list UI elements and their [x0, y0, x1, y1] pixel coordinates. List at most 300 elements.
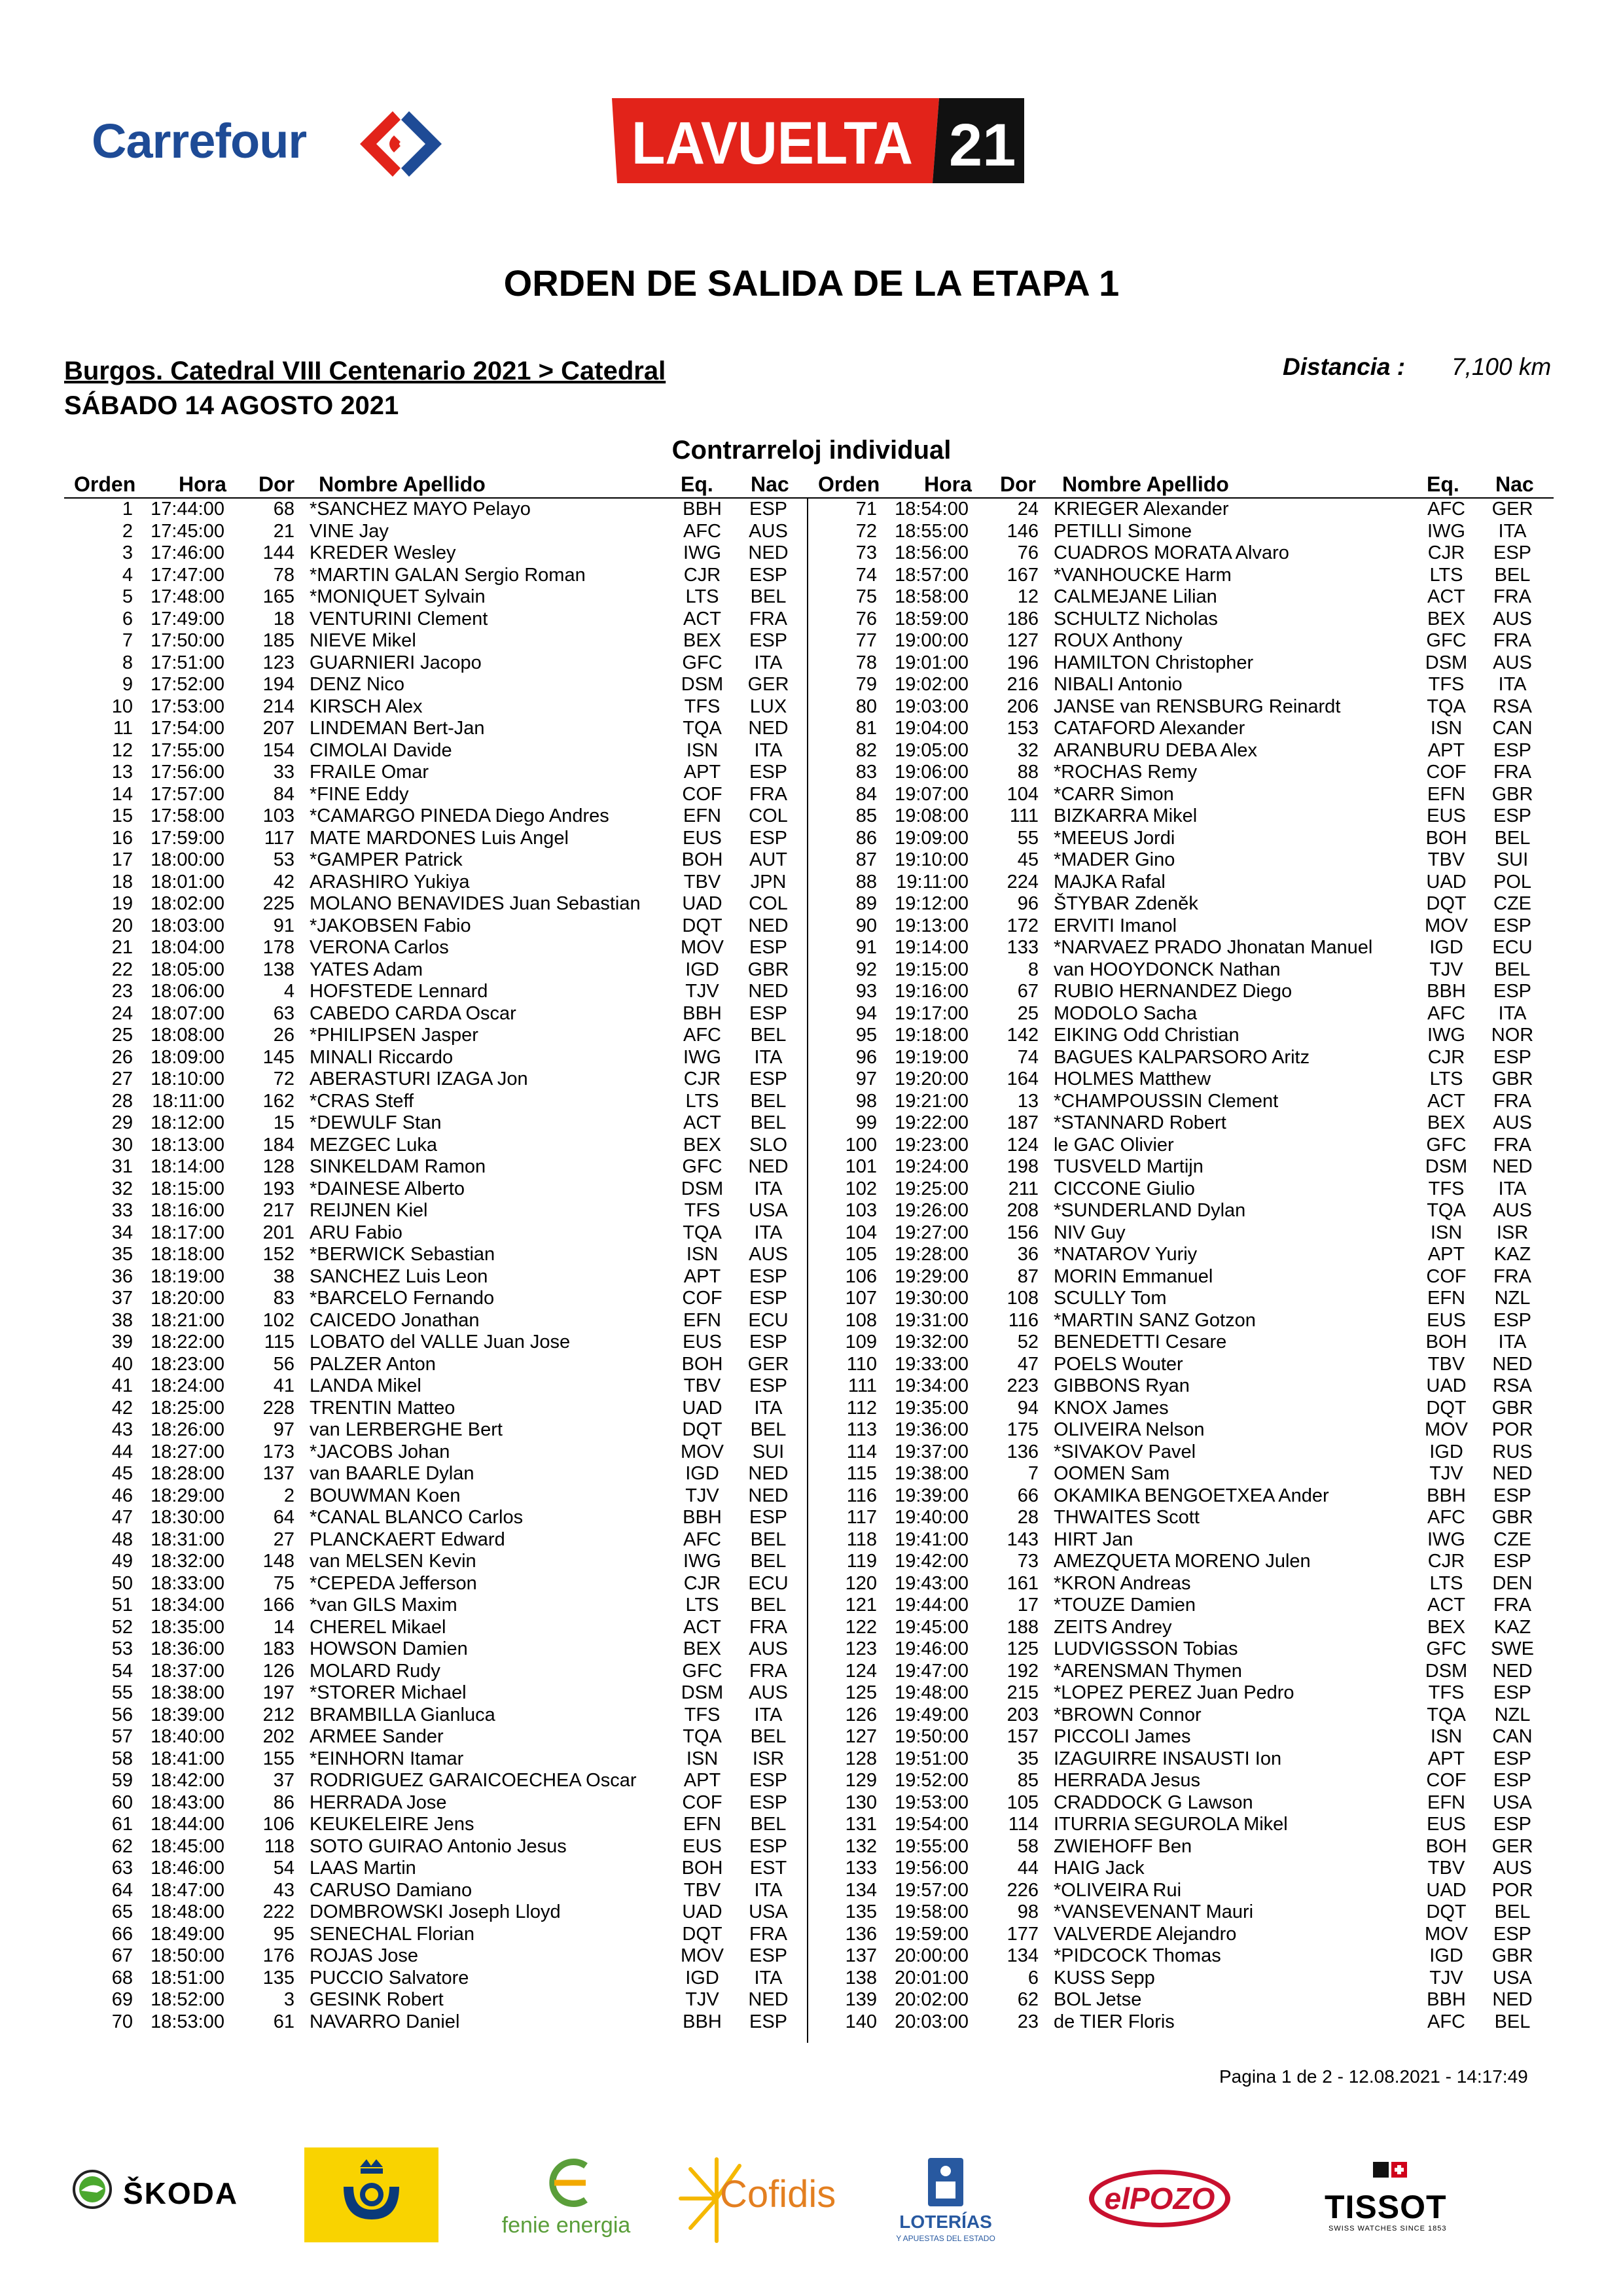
rider-team: APT [683, 762, 721, 783]
rider-nation: ESP [1493, 1309, 1532, 1331]
rider-start-time: 20:03:00 [895, 2011, 969, 2032]
rider-team: BOH [1425, 1332, 1467, 1352]
rider-start-time: 18:40:00 [151, 1726, 224, 1747]
rider-bib: 96 [1017, 893, 1039, 914]
rider-start-time: 19:42:00 [895, 1551, 969, 1572]
rider-bib: 185 [262, 630, 294, 651]
rider-start-time: 19:26:00 [895, 1200, 969, 1221]
rider-orden: 57 [111, 1726, 133, 1747]
rider-name: *CARR Simon [1054, 783, 1174, 805]
rider-start-time: 18:16:00 [151, 1200, 224, 1221]
rider-start-time: 18:44:00 [151, 1814, 224, 1835]
rider-nation: ITA [1498, 1332, 1527, 1352]
rider-nation: ITA [1498, 520, 1527, 542]
rider-team: APT [1427, 1748, 1465, 1769]
rider-team: DSM [1425, 652, 1468, 673]
rider-bib: 2 [283, 1485, 294, 1506]
rider-name: BAGUES KALPARSORO Aritz [1054, 1046, 1310, 1068]
rider-nation: ESP [1493, 1485, 1532, 1506]
rider-start-time: 18:23:00 [151, 1353, 224, 1375]
stage-date: SÁBADO 14 AGOSTO 2021 [64, 391, 399, 420]
rider-nation: NED [1492, 1463, 1533, 1484]
rider-orden: 38 [111, 1309, 133, 1331]
rider-bib: 196 [1007, 652, 1039, 673]
rider-orden: 44 [111, 1441, 133, 1462]
col-header-nac: Nac [1495, 472, 1534, 496]
rider-team: MOV [680, 937, 724, 958]
rider-bib: 27 [273, 1528, 294, 1550]
rider-name: GESINK Robert [310, 1989, 444, 2010]
rider-bib: 84 [273, 783, 294, 805]
rider-name: *MARTIN GALAN Sergio Roman [310, 564, 586, 586]
rider-orden: 73 [855, 542, 877, 563]
rider-start-time: 17:54:00 [151, 718, 224, 739]
rider-orden: 36 [111, 1265, 133, 1287]
tissot-logo [1315, 2159, 1466, 2244]
rider-team: BOH [1425, 1835, 1467, 1857]
rider-orden: 9 [122, 674, 133, 695]
rider-name: ŠTYBAR Zdeněk [1054, 893, 1198, 914]
rider-orden: 34 [111, 1222, 133, 1243]
col-header-orden: Orden [818, 472, 880, 496]
rider-team: MOV [680, 1441, 724, 1462]
rider-nation: ESP [749, 1265, 788, 1287]
rider-name: MATE MARDONES Luis Angel [310, 827, 569, 849]
rider-name: DOMBROWSKI Joseph Lloyd [310, 1901, 561, 1922]
rider-start-time: 17:50:00 [151, 630, 224, 651]
rider-nation: AUS [1493, 608, 1532, 629]
rider-start-time: 18:52:00 [151, 1989, 224, 2010]
rider-bib: 183 [262, 1638, 294, 1659]
rider-nation: FRA [749, 1616, 787, 1638]
rider-start-time: 19:53:00 [895, 1792, 969, 1813]
rider-name: VALVERDE Alejandro [1054, 1923, 1237, 1945]
rider-bib: 6 [1027, 1967, 1039, 1988]
rider-bib: 37 [273, 1770, 294, 1791]
rider-team: DQT [1426, 1397, 1467, 1419]
rider-orden: 23 [111, 981, 133, 1002]
rider-name: *CEPEDA Jefferson [310, 1572, 477, 1594]
rider-name: *CHAMPOUSSIN Clement [1054, 1090, 1279, 1112]
rider-start-time: 19:18:00 [895, 1025, 969, 1046]
rider-name: *ARENSMAN Thymen [1054, 1660, 1242, 1682]
rider-name: GIBBONS Ryan [1054, 1375, 1190, 1396]
rider-orden: 33 [111, 1200, 133, 1221]
rider-start-time: 18:56:00 [895, 542, 969, 563]
rider-orden: 125 [845, 1682, 877, 1703]
rider-bib: 74 [1017, 1046, 1039, 1068]
rider-name: ARU Fabio [310, 1222, 402, 1243]
rider-name: CHEREL Mikael [310, 1616, 446, 1638]
rider-team: TBV [1427, 1858, 1465, 1879]
rider-bib: 104 [1007, 783, 1039, 805]
rider-start-time: 19:14:00 [895, 937, 969, 958]
rider-name: MINALI Riccardo [310, 1046, 454, 1068]
rider-nation: FRA [749, 1660, 787, 1682]
rider-start-time: 18:17:00 [151, 1222, 224, 1243]
rider-bib: 58 [1017, 1835, 1039, 1857]
rider-nation: ITA [1498, 1002, 1527, 1024]
rider-bib: 172 [1007, 915, 1039, 936]
rider-nation: SUI [1496, 849, 1529, 870]
rider-name: HIRT Jan [1054, 1528, 1133, 1550]
rider-team: TBV [683, 871, 721, 892]
rider-bib: 178 [262, 937, 294, 958]
rider-start-time: 17:44:00 [151, 499, 224, 520]
rider-bib: 32 [1017, 739, 1039, 761]
rider-nation: FRA [1493, 586, 1531, 607]
rider-team: EFN [1427, 1792, 1465, 1813]
col-header-nac: Nac [751, 472, 789, 496]
rider-bib: 188 [1007, 1616, 1039, 1638]
rider-start-time: 19:49:00 [895, 1704, 969, 1725]
rider-bib: 24 [1017, 499, 1039, 520]
rider-name: SINKELDAM Ramon [310, 1156, 486, 1177]
rider-team: BOH [1425, 827, 1467, 849]
rider-nation: ESP [1493, 1682, 1532, 1703]
rider-name: REIJNEN Kiel [310, 1200, 428, 1221]
rider-nation: ITA [1498, 1178, 1527, 1199]
rider-orden: 92 [855, 959, 877, 980]
rider-bib: 44 [1017, 1858, 1039, 1879]
rider-bib: 108 [1007, 1288, 1039, 1309]
rider-team: TBV [683, 1375, 721, 1396]
rider-name: le GAC Olivier [1054, 1134, 1174, 1156]
rider-start-time: 18:33:00 [151, 1572, 224, 1594]
rider-start-time: 19:32:00 [895, 1332, 969, 1352]
rider-name: BENEDETTI Cesare [1054, 1332, 1227, 1352]
rider-start-time: 19:09:00 [895, 827, 969, 849]
rider-nation: AUS [749, 1682, 788, 1703]
correos-horn-icon [304, 2147, 438, 2242]
rider-orden: 29 [111, 1112, 133, 1133]
rider-team: ISN [686, 1748, 719, 1769]
rider-nation: GER [747, 1353, 789, 1375]
rider-orden: 114 [846, 1441, 877, 1462]
rider-bib: 94 [1017, 1397, 1039, 1419]
rider-name: MODOLO Sacha [1054, 1002, 1198, 1024]
rider-start-time: 18:41:00 [151, 1748, 224, 1769]
rider-team: IGD [685, 1967, 719, 1988]
rider-team: BBH [1427, 981, 1466, 1002]
rider-orden: 51 [111, 1595, 133, 1616]
rider-nation: POR [1491, 1879, 1533, 1901]
rider-name: PETILLI Simone [1054, 520, 1192, 542]
rider-orden: 10 [111, 696, 133, 717]
rider-start-time: 18:51:00 [151, 1967, 224, 1988]
rider-bib: 18 [273, 608, 294, 629]
rider-nation: ECU [748, 1572, 789, 1594]
rider-orden: 110 [846, 1353, 877, 1375]
rider-team: AFC [683, 1528, 721, 1550]
rider-team: TJV [1429, 959, 1463, 980]
rider-team: DSM [681, 674, 724, 695]
rider-start-time: 18:27:00 [151, 1441, 224, 1462]
rider-team: MOV [1424, 915, 1469, 936]
rider-team: GFC [1426, 1638, 1467, 1659]
rider-name: VERONA Carlos [310, 937, 449, 958]
rider-team: BEX [683, 1638, 722, 1659]
rider-start-time: 19:40:00 [895, 1507, 969, 1528]
rider-bib: 228 [262, 1397, 294, 1419]
rider-orden: 129 [845, 1770, 877, 1791]
rider-start-time: 18:14:00 [151, 1156, 224, 1177]
rider-bib: 138 [262, 959, 294, 980]
rider-nation: BEL [750, 1528, 787, 1550]
rider-nation: FRA [1493, 630, 1531, 651]
rider-orden: 13 [111, 762, 133, 783]
rider-nation: ESP [1493, 1770, 1532, 1791]
rider-bib: 216 [1007, 674, 1039, 695]
rider-nation: EST [749, 1858, 787, 1879]
rider-name: PUCCIO Salvatore [310, 1967, 469, 1988]
rider-team: ACT [683, 1616, 721, 1638]
rider-start-time: 19:12:00 [895, 893, 969, 914]
rider-orden: 139 [845, 1989, 877, 2010]
rider-name: VENTURINI Clement [310, 608, 488, 629]
rider-bib: 12 [1017, 586, 1039, 607]
rider-orden: 86 [855, 827, 877, 849]
col-header-orden: Orden [74, 472, 136, 496]
rider-bib: 123 [262, 652, 294, 673]
rider-name: ITURRIA SEGUROLA Mikel [1054, 1814, 1288, 1835]
rider-bib: 173 [262, 1441, 294, 1462]
rider-nation: AUT [749, 849, 787, 870]
rider-bib: 152 [262, 1244, 294, 1265]
rider-name: *van GILS Maxim [310, 1595, 457, 1616]
rider-nation: BEL [750, 1419, 787, 1440]
rider-nation: NED [1492, 1989, 1533, 2010]
rider-name: CALMEJANE Lilian [1054, 586, 1217, 607]
rider-name: van BAARLE Dylan [310, 1463, 474, 1484]
rider-team: CJR [1427, 1046, 1465, 1068]
rider-orden: 59 [111, 1770, 133, 1791]
rider-start-time: 18:09:00 [151, 1046, 224, 1068]
rider-name: ARANBURU DEBA Alex [1054, 739, 1258, 761]
rider-orden: 4 [122, 564, 133, 586]
rider-nation: NED [748, 1156, 789, 1177]
rider-bib: 33 [273, 762, 294, 783]
rider-orden: 50 [111, 1572, 133, 1594]
rider-start-time: 18:29:00 [151, 1485, 224, 1506]
rider-orden: 41 [111, 1375, 133, 1396]
vuelta-year: 21 [949, 112, 1016, 179]
rider-start-time: 18:54:00 [895, 499, 969, 520]
rider-team: EFN [683, 1814, 721, 1835]
carrefour-mark-icon [347, 108, 458, 180]
rider-start-time: 19:22:00 [895, 1112, 969, 1133]
rider-nation: GBR [1491, 1069, 1533, 1089]
rider-team: IGD [685, 1463, 719, 1484]
col-header-hora: Hora [179, 472, 226, 496]
rider-name: *PIDCOCK Thomas [1054, 1945, 1221, 1966]
rider-name: KRIEGER Alexander [1054, 499, 1229, 520]
rider-team: TBV [1427, 849, 1465, 870]
rider-team: IWG [683, 1046, 721, 1068]
rider-start-time: 19:48:00 [895, 1682, 969, 1703]
elpozo-logo [1086, 2166, 1234, 2231]
rider-bib: 162 [262, 1090, 294, 1112]
col-header-dor: Dor [1000, 472, 1037, 496]
rider-orden: 48 [111, 1528, 133, 1550]
rider-bib: 192 [1007, 1660, 1039, 1682]
rider-team: TFS [1428, 1178, 1465, 1199]
rider-bib: 197 [262, 1682, 294, 1703]
rider-name: *ROCHAS Remy [1054, 762, 1198, 783]
rider-team: ACT [1427, 586, 1465, 607]
rider-name: HAMILTON Christopher [1054, 652, 1254, 673]
rider-bib: 97 [273, 1419, 294, 1440]
rider-orden: 67 [111, 1945, 133, 1966]
fenie-energia-logo [488, 2153, 645, 2244]
rider-nation: AUS [1493, 1200, 1532, 1221]
rider-orden: 104 [845, 1222, 877, 1243]
rider-orden: 74 [855, 564, 877, 586]
rider-nation: SLO [749, 1134, 788, 1156]
rider-bib: 62 [1017, 1989, 1039, 2010]
rider-orden: 136 [845, 1923, 877, 1945]
rider-bib: 14 [273, 1616, 294, 1638]
rider-nation: USA [1493, 1967, 1532, 1988]
rider-start-time: 18:10:00 [151, 1069, 224, 1089]
rider-bib: 106 [262, 1814, 294, 1835]
rider-start-time: 18:30:00 [151, 1507, 224, 1528]
stage-route: Burgos. Catedral VIII Centenario 2021 > Catedral [64, 357, 666, 385]
vuelta-wordmark: LAVUELTA [632, 110, 913, 177]
rider-team: LTS [685, 1595, 719, 1616]
rider-bib: 194 [262, 674, 294, 695]
rider-bib: 91 [273, 915, 294, 936]
rider-start-time: 17:46:00 [151, 542, 224, 563]
distance-value: 7,100 km [1452, 353, 1552, 380]
rider-name: *TOUZE Damien [1054, 1595, 1196, 1616]
rider-nation: ESP [749, 1002, 788, 1024]
rider-start-time: 19:30:00 [895, 1288, 969, 1309]
rider-name: ZEITS Andrey [1054, 1616, 1172, 1638]
rider-nation: NED [748, 1463, 789, 1484]
rider-name: OKAMIKA BENGOETXEA Ander [1054, 1485, 1329, 1506]
rider-name: POELS Wouter [1054, 1353, 1183, 1375]
rider-orden: 2 [122, 520, 133, 542]
rider-team: IWG [1427, 520, 1465, 542]
rider-nation: BEL [750, 1595, 787, 1616]
rider-team: EUS [1427, 1814, 1466, 1835]
rider-team: TJV [685, 981, 719, 1002]
la-vuelta-21-logo [612, 98, 1024, 183]
rider-name: *MADER Gino [1054, 849, 1175, 870]
rider-nation: NED [748, 542, 789, 563]
rider-name: *CAMARGO PINEDA Diego Andres [310, 805, 609, 826]
rider-bib: 154 [262, 739, 294, 761]
rider-name: LOBATO del VALLE Juan Jose [310, 1332, 571, 1352]
rider-name: *MONIQUET Sylvain [310, 586, 486, 607]
rider-nation: ISR [1496, 1222, 1529, 1243]
rider-nation: FRA [749, 608, 787, 629]
rider-bib: 148 [262, 1551, 294, 1572]
rider-bib: 118 [264, 1835, 294, 1857]
rider-orden: 15 [111, 805, 133, 826]
rider-name: MORIN Emmanuel [1054, 1265, 1213, 1287]
rider-team: DQT [1426, 893, 1467, 914]
rider-name: *EINHORN Itamar [310, 1748, 464, 1769]
rider-bib: 166 [262, 1595, 294, 1616]
rider-name: SCULLY Tom [1054, 1288, 1167, 1309]
rider-bib: 164 [1007, 1069, 1039, 1089]
rider-nation: AUS [1493, 652, 1532, 673]
rider-team: LTS [1429, 1069, 1463, 1089]
rider-nation: ITA [754, 1046, 783, 1068]
rider-start-time: 18:53:00 [151, 2011, 224, 2032]
rider-orden: 22 [111, 959, 133, 980]
fenie-mark-icon [488, 2153, 645, 2212]
rider-bib: 117 [264, 827, 294, 849]
cofidis-wordmark: Cofidis [720, 2173, 836, 2216]
rider-bib: 186 [1007, 608, 1039, 629]
rider-name: de TIER Floris [1054, 2011, 1175, 2032]
rider-start-time: 17:58:00 [151, 805, 224, 826]
rider-nation: ESP [749, 762, 788, 783]
col-header-eq: Eq. [1427, 472, 1459, 496]
rider-nation: ITA [754, 1704, 783, 1725]
rider-bib: 184 [262, 1134, 294, 1156]
rider-name: BRAMBILLA Gianluca [310, 1704, 495, 1725]
rider-name: van MELSEN Kevin [310, 1551, 476, 1572]
rider-team: BEX [1427, 1616, 1466, 1638]
rider-start-time: 18:48:00 [151, 1901, 224, 1922]
rider-start-time: 18:02:00 [151, 893, 224, 914]
rider-start-time: 17:45:00 [151, 520, 224, 542]
rider-team: TQA [1427, 696, 1466, 717]
rider-bib: 165 [262, 586, 294, 607]
rider-orden: 113 [846, 1419, 877, 1440]
rider-name: KEUKELEIRE Jens [310, 1814, 474, 1835]
rider-bib: 15 [273, 1112, 294, 1133]
rider-start-time: 18:55:00 [895, 520, 969, 542]
rider-orden: 53 [111, 1638, 133, 1659]
rider-start-time: 18:31:00 [151, 1528, 224, 1550]
rider-orden: 76 [855, 608, 877, 629]
rider-bib: 226 [1007, 1879, 1039, 1901]
rider-nation: ECU [748, 1309, 789, 1331]
rider-nation: LUX [749, 696, 787, 717]
rider-nation: AUS [749, 1244, 788, 1265]
rider-orden: 25 [111, 1025, 133, 1046]
rider-start-time: 19:37:00 [895, 1441, 969, 1462]
skoda-emblem-icon [72, 2169, 113, 2210]
rider-orden: 123 [845, 1638, 877, 1659]
rider-orden: 72 [855, 520, 877, 542]
rider-team: BOH [681, 849, 723, 870]
rider-orden: 27 [111, 1069, 133, 1089]
rider-name: ARMEE Sander [310, 1726, 444, 1747]
rider-name: MOLANO BENAVIDES Juan Sebastian [310, 893, 641, 914]
rider-nation: FRA [749, 783, 787, 805]
rider-start-time: 18:11:00 [152, 1090, 224, 1112]
rider-bib: 208 [1007, 1200, 1039, 1221]
rider-name: MOLARD Rudy [310, 1660, 440, 1682]
rider-orden: 121 [845, 1595, 877, 1616]
rider-name: NAVARRO Daniel [310, 2011, 460, 2032]
rider-nation: ECU [1492, 937, 1533, 958]
rider-name: ROUX Anthony [1054, 630, 1183, 651]
rider-name: van LERBERGHE Bert [310, 1419, 503, 1440]
rider-start-time: 18:19:00 [151, 1265, 224, 1287]
carrefour-logo [92, 108, 458, 180]
rider-orden: 26 [111, 1046, 133, 1068]
rider-bib: 222 [262, 1901, 294, 1922]
rider-team: TBV [1427, 1353, 1465, 1375]
rider-team: TFS [1428, 674, 1465, 695]
